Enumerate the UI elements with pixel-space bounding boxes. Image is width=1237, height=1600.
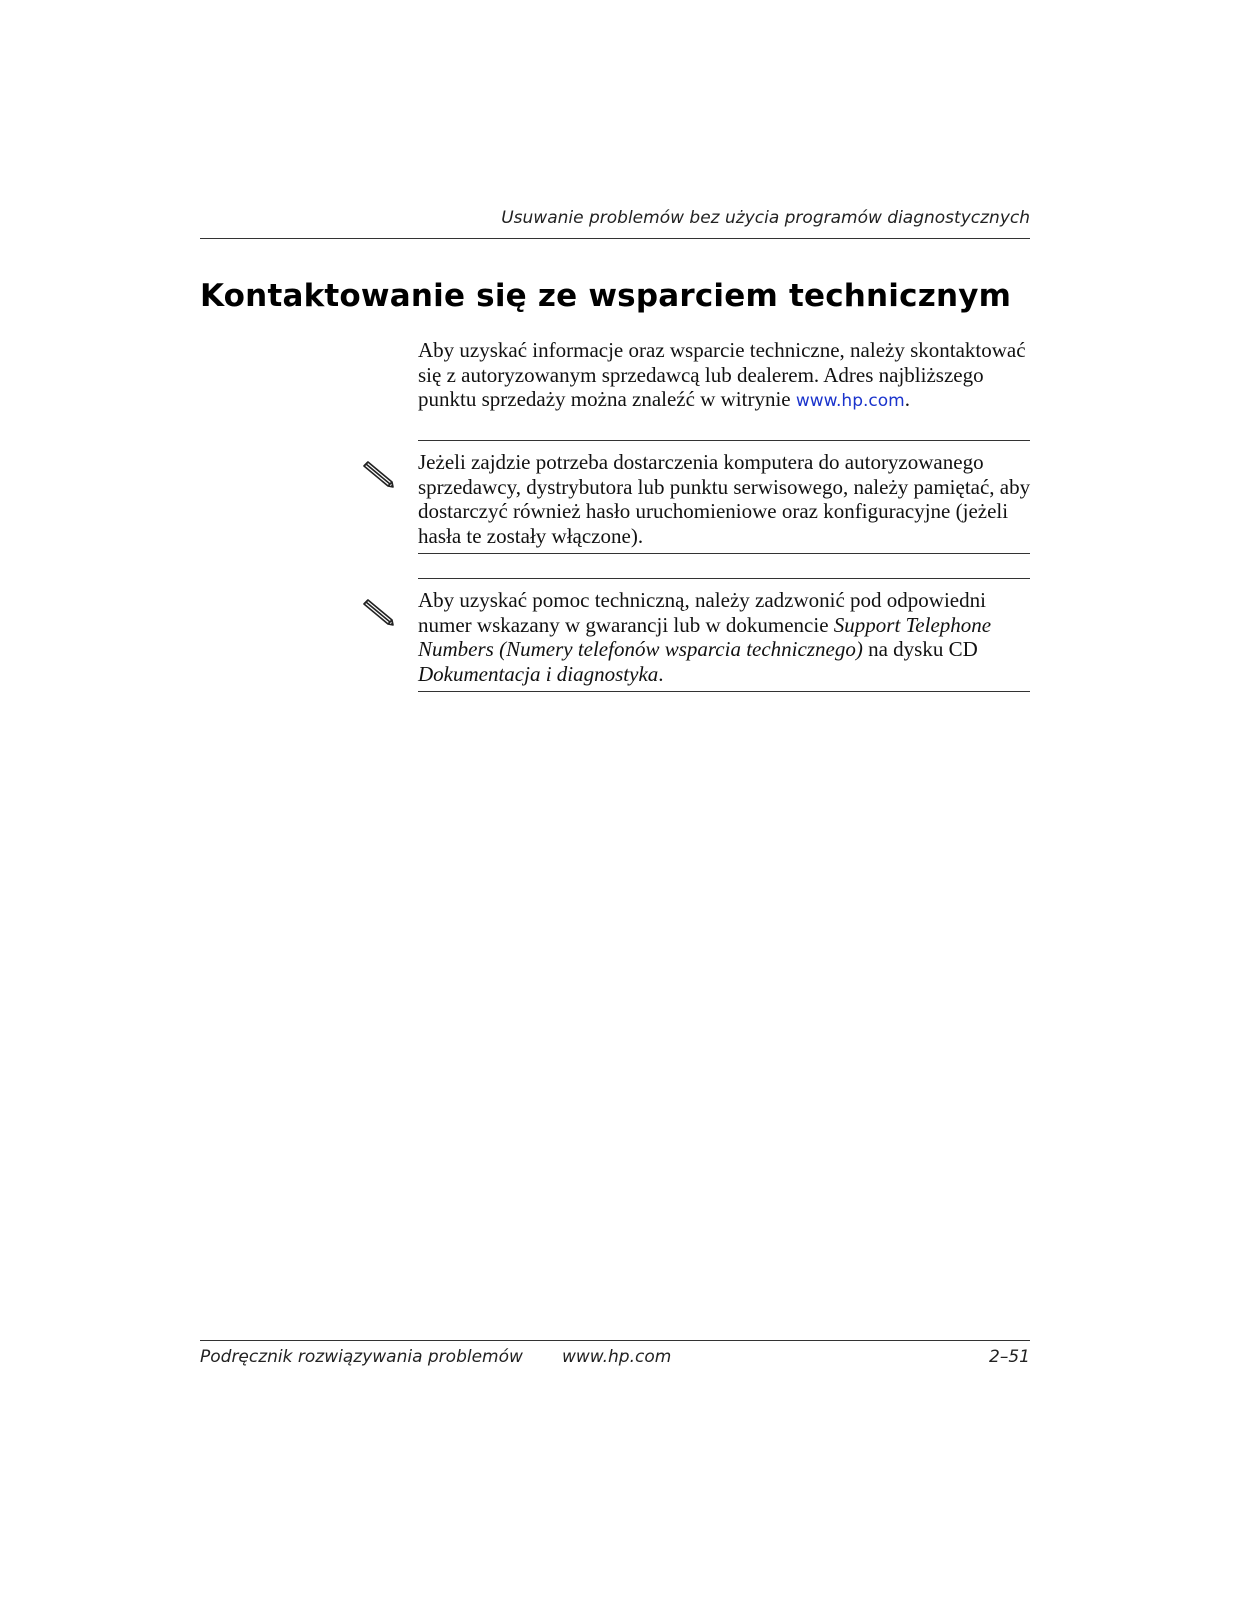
note-2-text-before: Aby uzyskać pomoc techniczną, należy zadzwonić pod odpowiedni numer wskazany w gwarancji lub w dokumencie bbox=[418, 588, 986, 637]
footer-url: www.hp.com bbox=[562, 1347, 672, 1367]
note-2-text-middle: na dysku CD bbox=[862, 637, 978, 661]
note-2-text-end: . bbox=[658, 661, 664, 686]
header-divider bbox=[200, 238, 1030, 239]
section-title: Kontaktowanie się ze wsparciem technicznym bbox=[200, 278, 1012, 314]
note-1-text: Jeżeli zajdzie potrzeba dostarczenia komputera do autoryzowanego sprzedawcy, dystrybutora lub punktu serwisowego, należy pamiętać, aby dostarczyć również hasło uruchomieniowe oraz konfiguracyjne (jeżeli hasła te zostały włączone). bbox=[418, 450, 1031, 548]
cd-title: Dokumentacja i diagnostyka bbox=[418, 661, 659, 686]
footer-divider bbox=[200, 1340, 1030, 1341]
footer-manual-title: Podręcznik rozwiązywania problemów bbox=[200, 1347, 523, 1367]
pencil-note-icon bbox=[356, 452, 400, 496]
hp-website-link[interactable]: www.hp.com bbox=[795, 391, 905, 411]
page-footer bbox=[200, 1347, 1030, 1371]
note-1-top-rule bbox=[418, 440, 1030, 441]
intro-paragraph bbox=[418, 338, 1030, 414]
page-number: 2–51 bbox=[989, 1347, 1030, 1367]
intro-text: Aby uzyskać informacje oraz wsparcie techniczne, należy skontaktować się z autoryzowanym sprzedawcą lub dealerem. Adres najbliższego punktu sprzedaży można znaleźć w witrynie bbox=[418, 338, 1026, 411]
running-header: Usuwanie problemów bez użycia programów diagnostycznych bbox=[501, 208, 1030, 228]
note-2-top-rule bbox=[418, 578, 1030, 579]
intro-end: . bbox=[904, 387, 910, 411]
note-2-bottom-rule bbox=[418, 691, 1030, 692]
note-2-text bbox=[418, 588, 1038, 686]
note-1-bottom-rule bbox=[418, 553, 1030, 554]
support-telephone-doc-title: Support Telephone Numbers (Numery telefonów wsparcia technicznego) bbox=[418, 612, 992, 661]
pencil-note-icon bbox=[356, 590, 400, 634]
